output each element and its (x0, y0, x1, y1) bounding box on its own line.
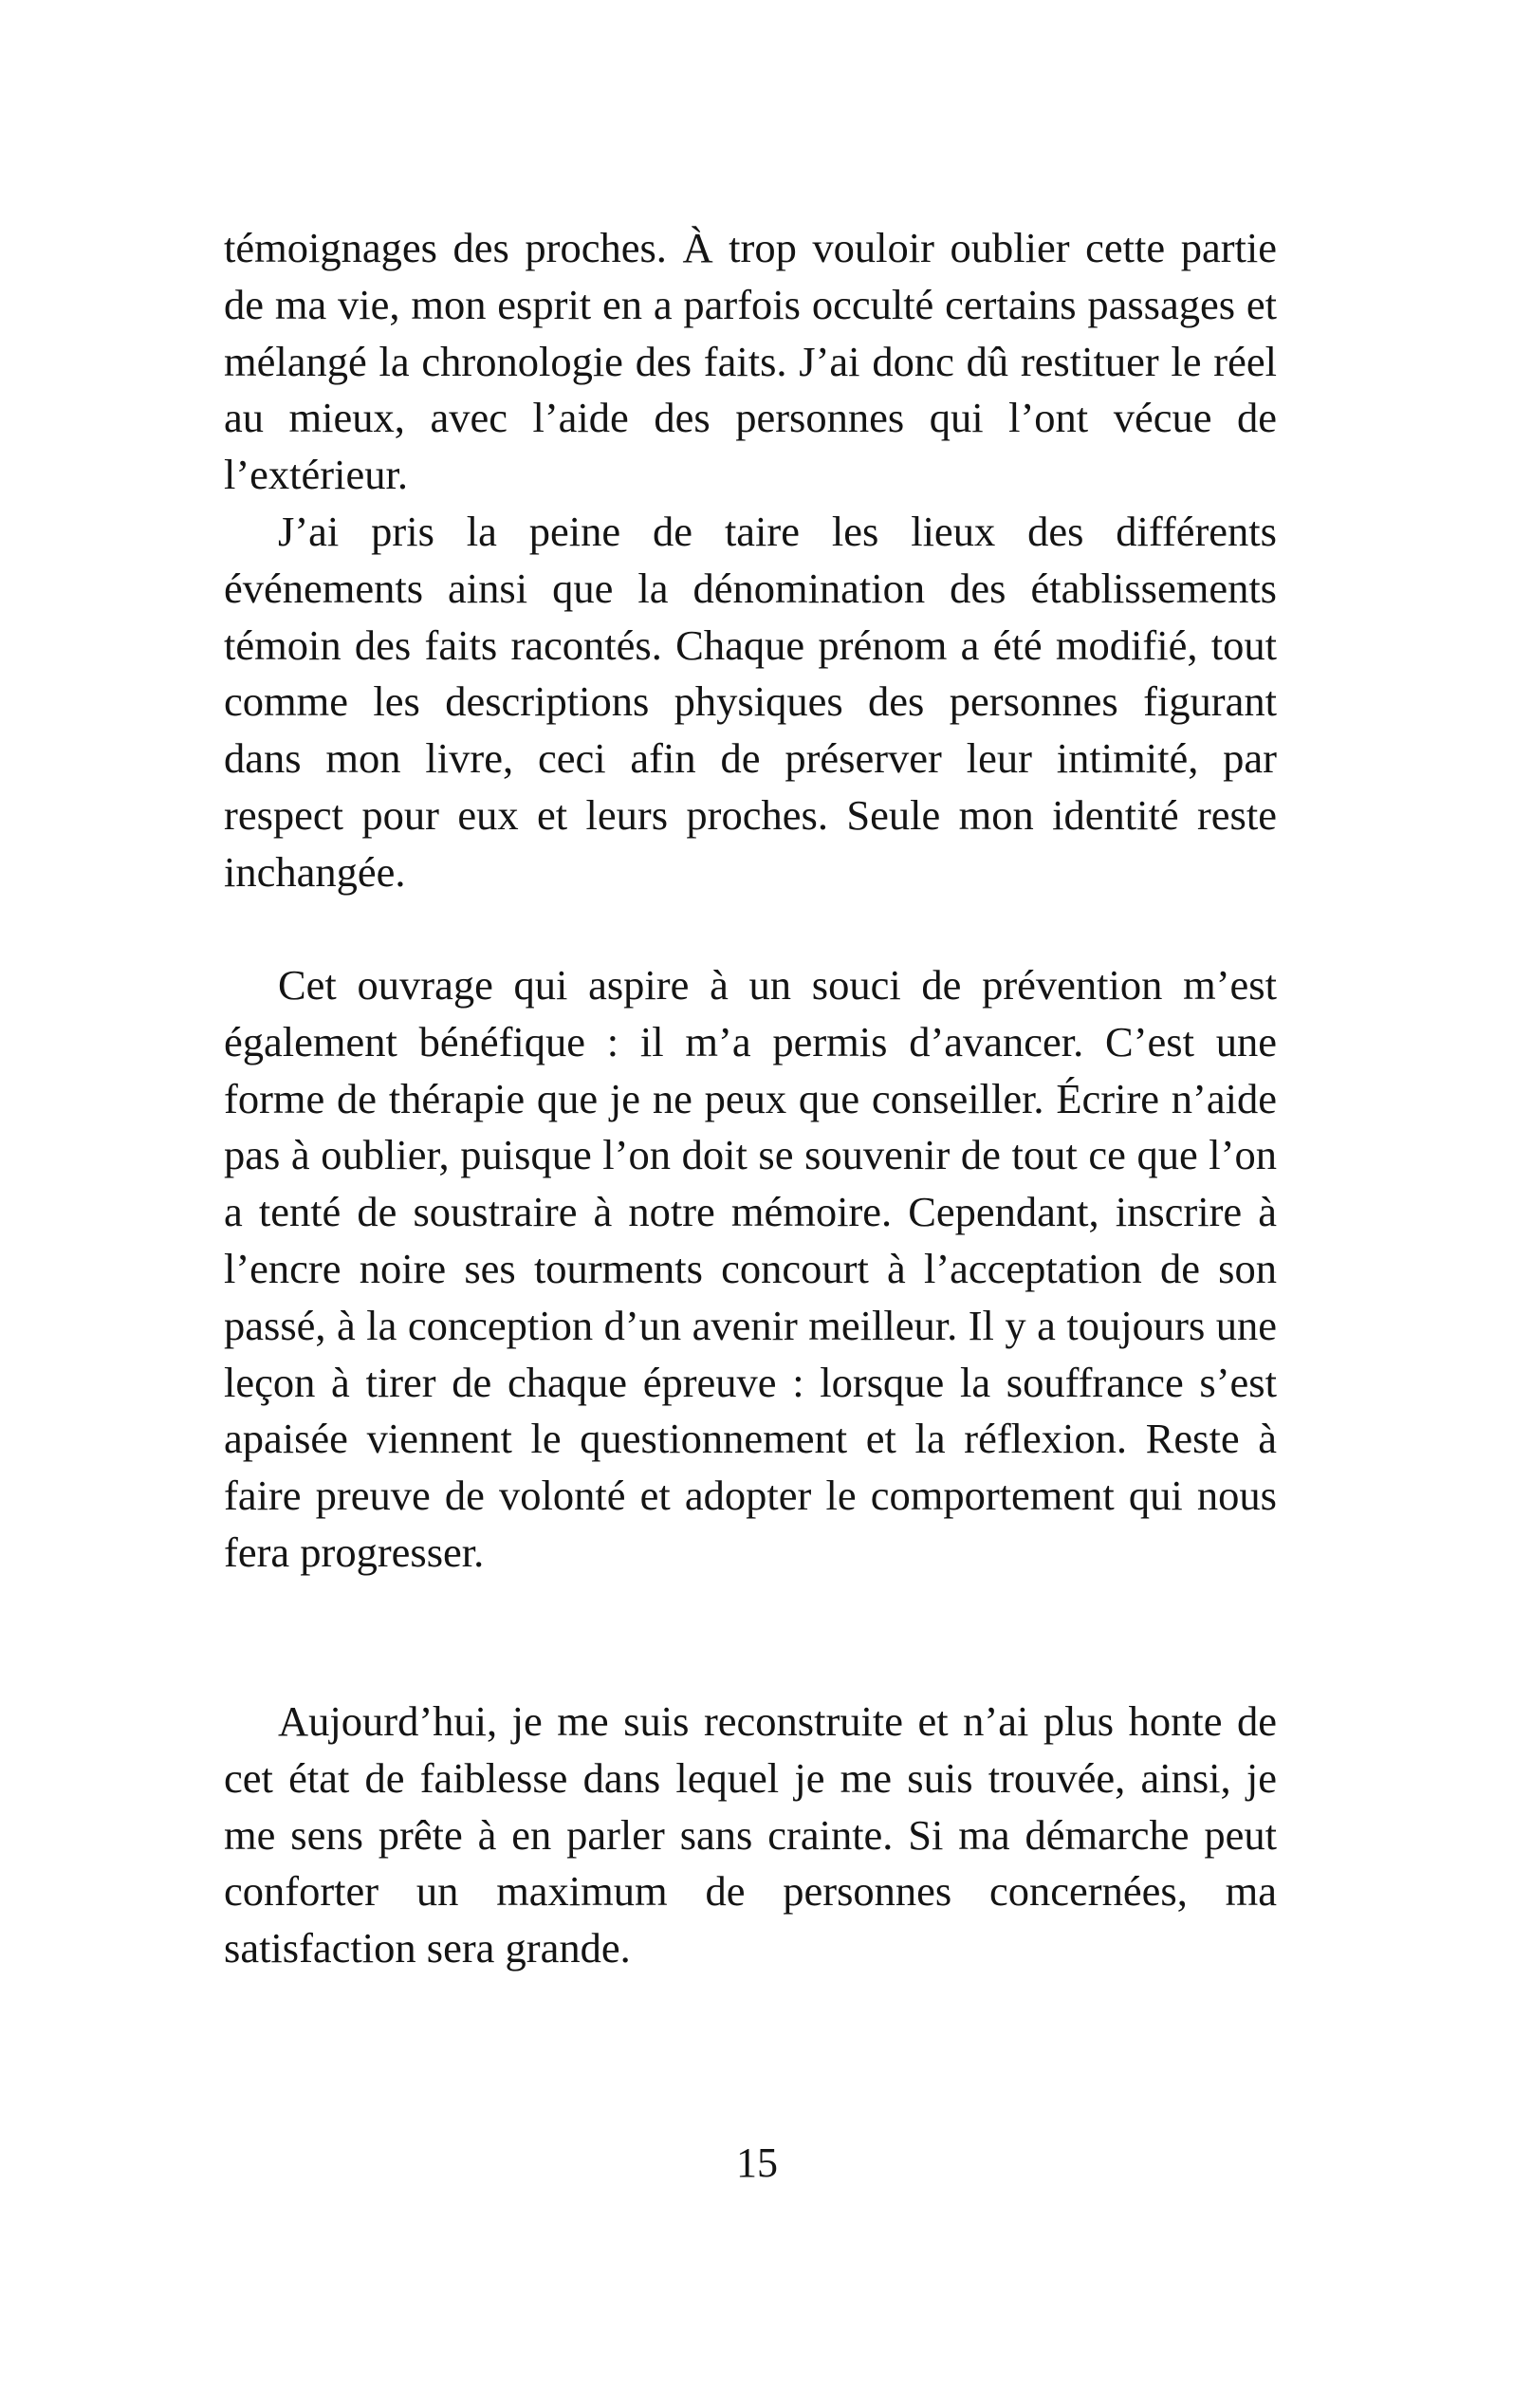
paragraph-4 (224, 1694, 1277, 1977)
paragraph-2 (224, 504, 1277, 901)
paragraph-2-text: J’ai pris la peine de taire les lieux des différents événements ainsi que la dénomination des établissements témoin des faits racontés. Chaque prénom a été modifié, tout comme les descriptions physiques des personnes figurant dans mon livre, ceci afin de préserver leur intimité, par respect pour eux et leurs proches. Seule mon identité reste inchangée. (224, 508, 1277, 896)
paragraph-1 (224, 220, 1277, 504)
paragraph-4-text: Aujourd’hui, je me suis reconstruite et n’ai plus honte de cet état de faiblesse dans lequel je me suis trouvée, ainsi, je me sens prête à en parler sans crainte. Si ma démarche peut conforter un maximum de personnes concernées, ma satisfaction sera grande. (224, 1697, 1277, 1973)
paragraph-3 (224, 957, 1277, 1582)
paragraph-3-text: Cet ouvrage qui aspire à un souci de prévention m’est également bénéfique : il m’a permis d’avancer. C’est une forme de thérapie que je ne peux que conseiller. Écrire n’aide pas à oublier, puisque l’on doit se souvenir de tout ce que l’on a tenté de soustraire à notre mémoire. Cependant, inscrire à l’encre noire ses tourments concourt à l’acceptation de son passé, à la conception d’un avenir meilleur. Il y a toujours une leçon à tirer de chaque épreuve : lorsque la souffrance s’est apaisée viennent le questionnement et la réflexion. Reste à faire preuve de volonté et adopter le comportement qui nous fera progresser. (224, 961, 1277, 1576)
paragraph-1-text: témoignages des proches. À trop vouloir oublier cette partie de ma vie, mon esprit en a parfois occulté certains passages et mélangé la chronologie des faits. J’ai donc dû restituer le réel au mieux, avec l’aide des personnes qui l’ont vécue de l’extérieur. (224, 224, 1277, 499)
page-number: 15 (736, 2139, 778, 2186)
